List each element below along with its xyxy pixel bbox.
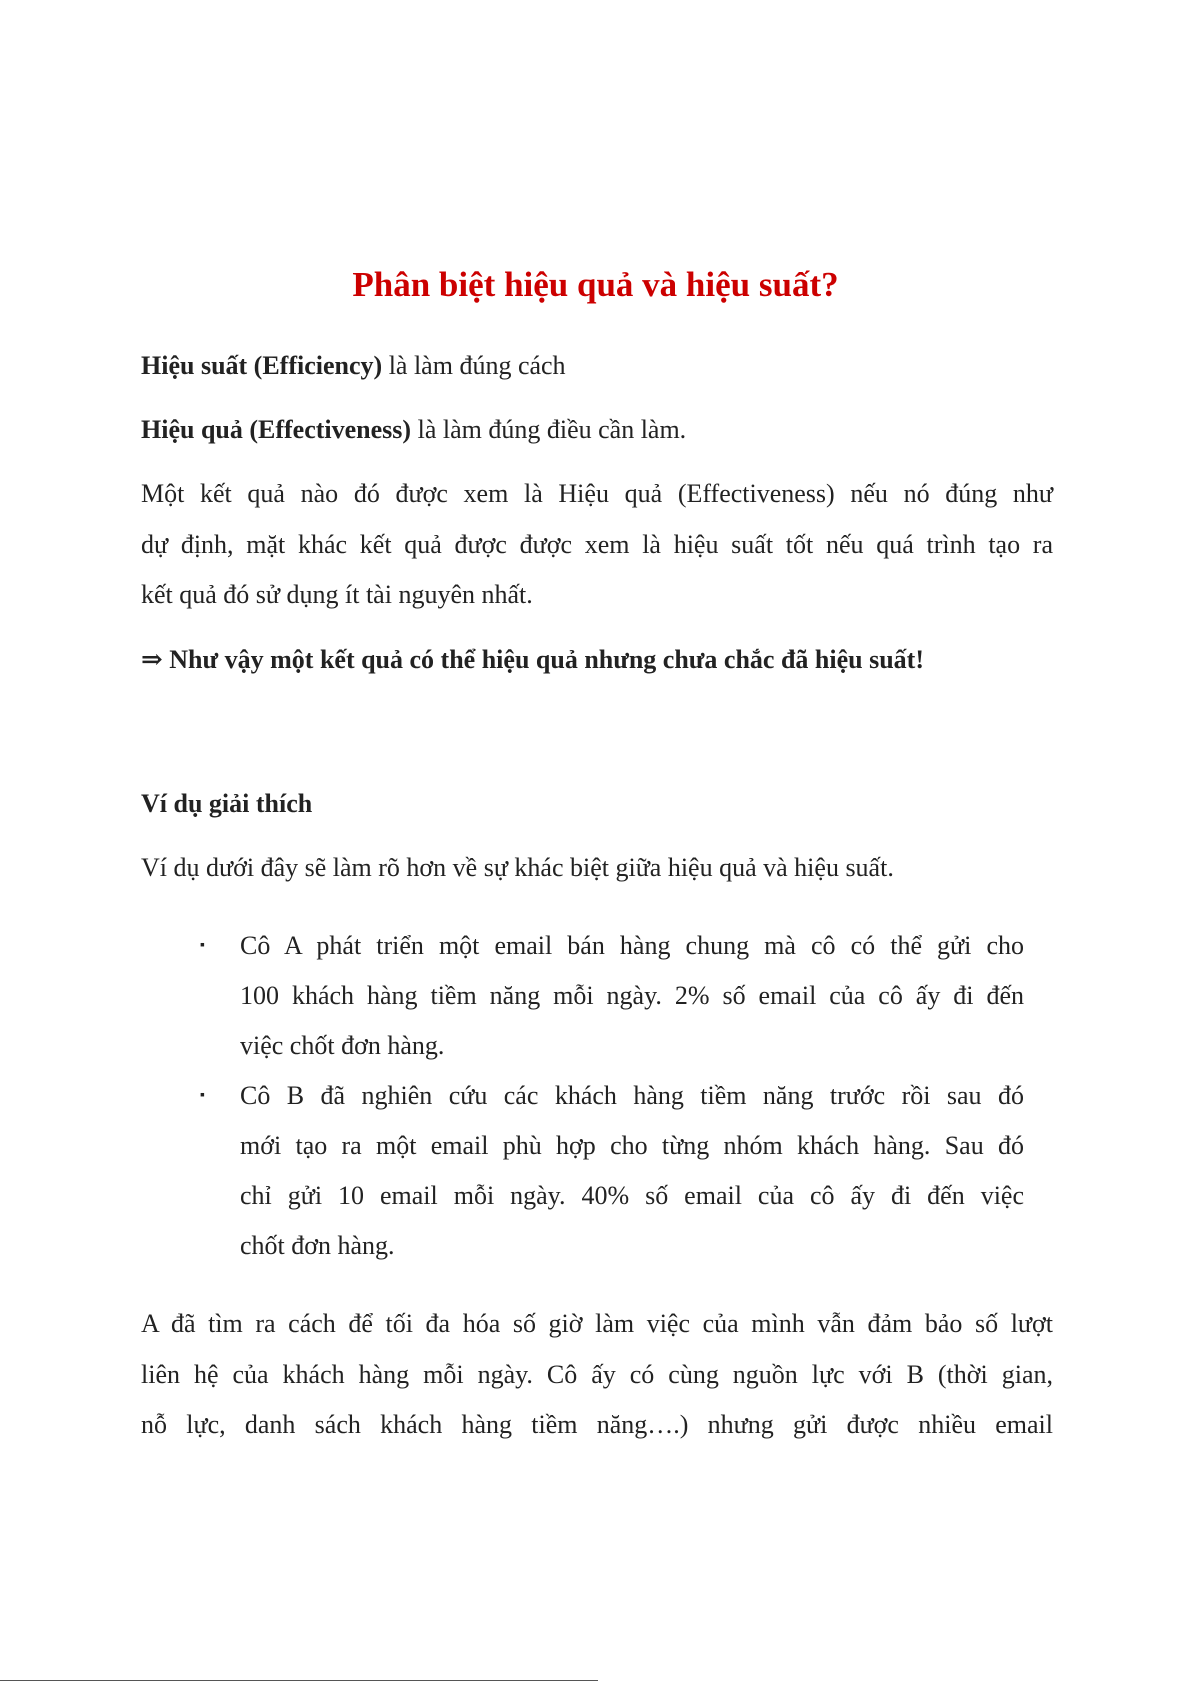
closing-line: A đã tìm ra cách để tối đa hóa số giờ làm việc của mình vẫn đảm bảo số lượt bbox=[141, 1309, 1053, 1338]
example-heading: Ví dụ giải thích bbox=[141, 789, 313, 818]
list-item-line: chốt đơn hàng. bbox=[240, 1231, 395, 1260]
definition-effectiveness bbox=[141, 413, 1053, 447]
conclusion-text: ⇒ Như vậy một kết quả có thể hiệu quả nhưng chưa chắc đã hiệu suất! bbox=[141, 645, 924, 674]
efficiency-term: Hiệu suất (Efficiency) bbox=[141, 351, 383, 380]
closing-line: nỗ lực, danh sách khách hàng tiềm năng….) nhưng gửi được nhiều email bbox=[141, 1410, 1053, 1439]
explanation-line: Một kết quả nào đó được xem là Hiệu quả (Effectiveness) nếu nó đúng như bbox=[141, 479, 1053, 508]
effectiveness-term: Hiệu quả (Effectiveness) bbox=[141, 415, 412, 444]
closing-line: liên hệ của khách hàng mỗi ngày. Cô ấy có cùng nguồn lực với B (thời gian, bbox=[141, 1360, 1053, 1389]
list-item-line: việc chốt đơn hàng. bbox=[240, 1031, 445, 1060]
list-item-line: Cô B đã nghiên cứu các khách hàng tiềm năng trước rồi sau đó bbox=[240, 1081, 1024, 1110]
list-item-line: Cô A phát triển một email bán hàng chung mà cô có thể gửi cho bbox=[240, 931, 1024, 960]
footer-divider bbox=[0, 1680, 598, 1681]
bullet-icon: ▪ bbox=[200, 938, 205, 953]
list-item-line: 100 khách hàng tiềm năng mỗi ngày. 2% số email của cô ấy đi đến bbox=[240, 981, 1024, 1010]
definition-efficiency bbox=[141, 349, 1053, 383]
list-item-line: mới tạo ra một email phù hợp cho từng nhóm khách hàng. Sau đó bbox=[240, 1131, 1024, 1160]
list-item-line: chỉ gửi 10 email mỗi ngày. 40% số email của cô ấy đi đến việc bbox=[240, 1181, 1024, 1210]
page-title: Phân biệt hiệu quả và hiệu suất? bbox=[352, 265, 839, 304]
explanation-line: dự định, mặt khác kết quả được được xem là hiệu suất tốt nếu quá trình tạo ra bbox=[141, 530, 1053, 559]
example-intro: Ví dụ dưới đây sẽ làm rõ hơn về sự khác biệt giữa hiệu quả và hiệu suất. bbox=[141, 853, 894, 882]
effectiveness-definition: là làm đúng điều cần làm. bbox=[411, 415, 687, 444]
explanation-line: kết quả đó sử dụng ít tài nguyên nhất. bbox=[141, 580, 533, 609]
bullet-icon: ▪ bbox=[200, 1088, 205, 1103]
efficiency-definition: là làm đúng cách bbox=[382, 351, 566, 380]
